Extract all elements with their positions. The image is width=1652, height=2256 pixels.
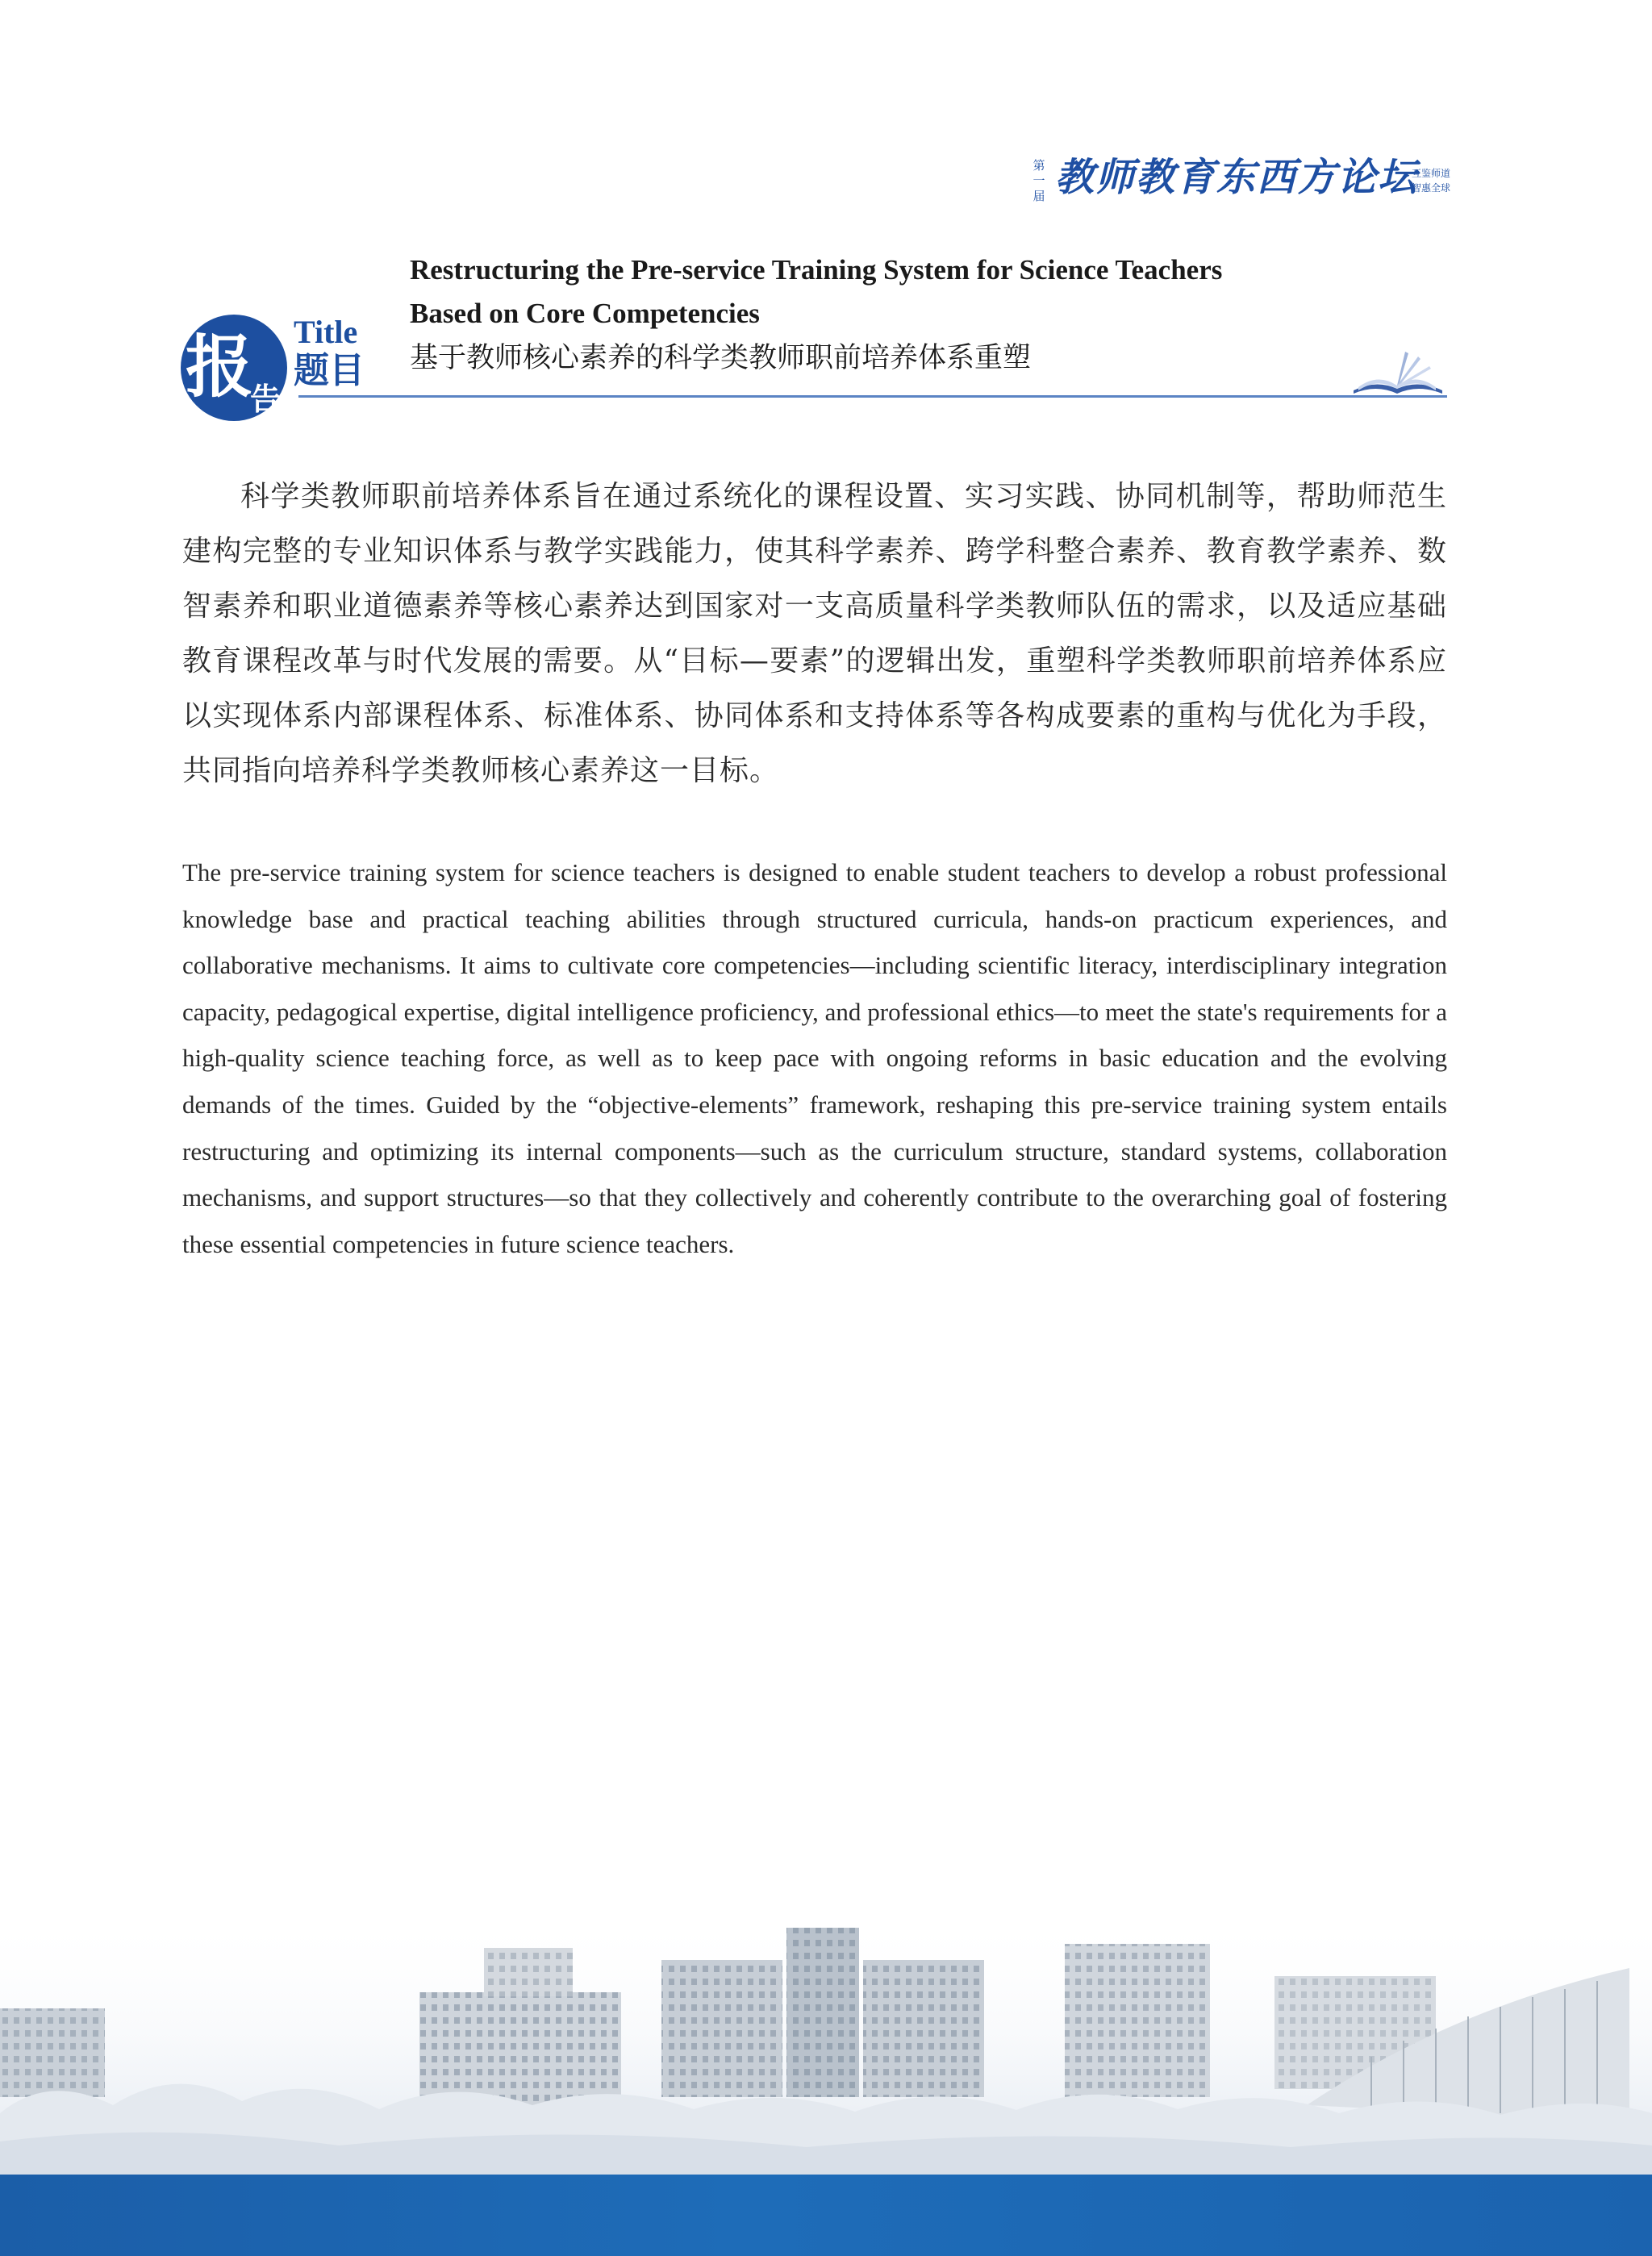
title-cn: 基于教师核心素养的科学类教师职前培养体系重塑 — [410, 342, 1032, 374]
title-en-line1: Restructuring the Pre-service Training System for Science Teachers — [410, 254, 1223, 286]
forum-logo — [1031, 153, 1450, 206]
logo-title: 教师教育东西方论坛 — [1055, 155, 1419, 200]
logo-edition: 第一届 — [1032, 158, 1045, 203]
title-en-line2: Based on Core Competencies — [410, 298, 760, 329]
report-title — [410, 248, 1458, 379]
logo-slogan-line2: 智惠全球 — [1411, 182, 1450, 194]
logo-slogan-line1: 互鉴师道 — [1411, 168, 1450, 179]
logo-slogan — [1392, 166, 1450, 195]
badge-glyph-main: 报 — [186, 327, 254, 407]
abstract-chinese: 科学类教师职前培养体系旨在通过系统化的课程设置、实习实践、协同机制等，帮助师范生建构完整的专业知识体系与教学实践能力，使其科学素养、跨学科整合素养、教育教学素养、数智素养和职业道德素养等核心素养达到国家对一支高质量科学类教师队伍的需求，以及适应基础教育课程改革与时代发展的需要。从“目标—要素”的逻辑出发，重塑科学类教师职前培养体系应以实现体系内部课程体系、标准体系、协同体系和支持体系等各构成要素的重构与优化为手段，共同指向培养科学类教师核心素养这一目标。 — [182, 480, 1447, 787]
badge-label-cn: 题目 — [294, 350, 365, 391]
badge-label-en: Title — [294, 314, 358, 350]
abstract-english: The pre-service training system for science teachers is designed to enable student teachers to develop a robust professional knowledge base and practical teaching abilities through structured curricula, hands-on practicum experiences, and collaborative mechanisms. It aims to cultivate core competencies—including scientific literacy, interdisciplinary integration capacity, pedagogical expertise, digital intelligence proficiency, and professional ethics—to meet the state's requirements for a high-quality science teaching force, as well as to keep pace with ongoing reforms in basic education and the evolving demands of the times. Guided by the “objective-elements” framework, reshaping this pre-service training system entails restructuring and optimizing its internal components—such as the curriculum structure, standard systems, collaboration mechanisms, and support structures—so that they collectively and coherently contribute to the overarching goal of fostering these essential competencies in future science teachers. — [182, 858, 1447, 1258]
open-book-icon — [1349, 348, 1447, 397]
title-divider — [298, 395, 1447, 398]
badge-glyph-sub: 告 — [250, 381, 282, 417]
badge-circle-icon — [179, 311, 292, 424]
campus-skyline-illustration — [0, 1912, 1652, 2175]
footer-band — [0, 2175, 1652, 2256]
report-title-badge — [179, 311, 382, 424]
